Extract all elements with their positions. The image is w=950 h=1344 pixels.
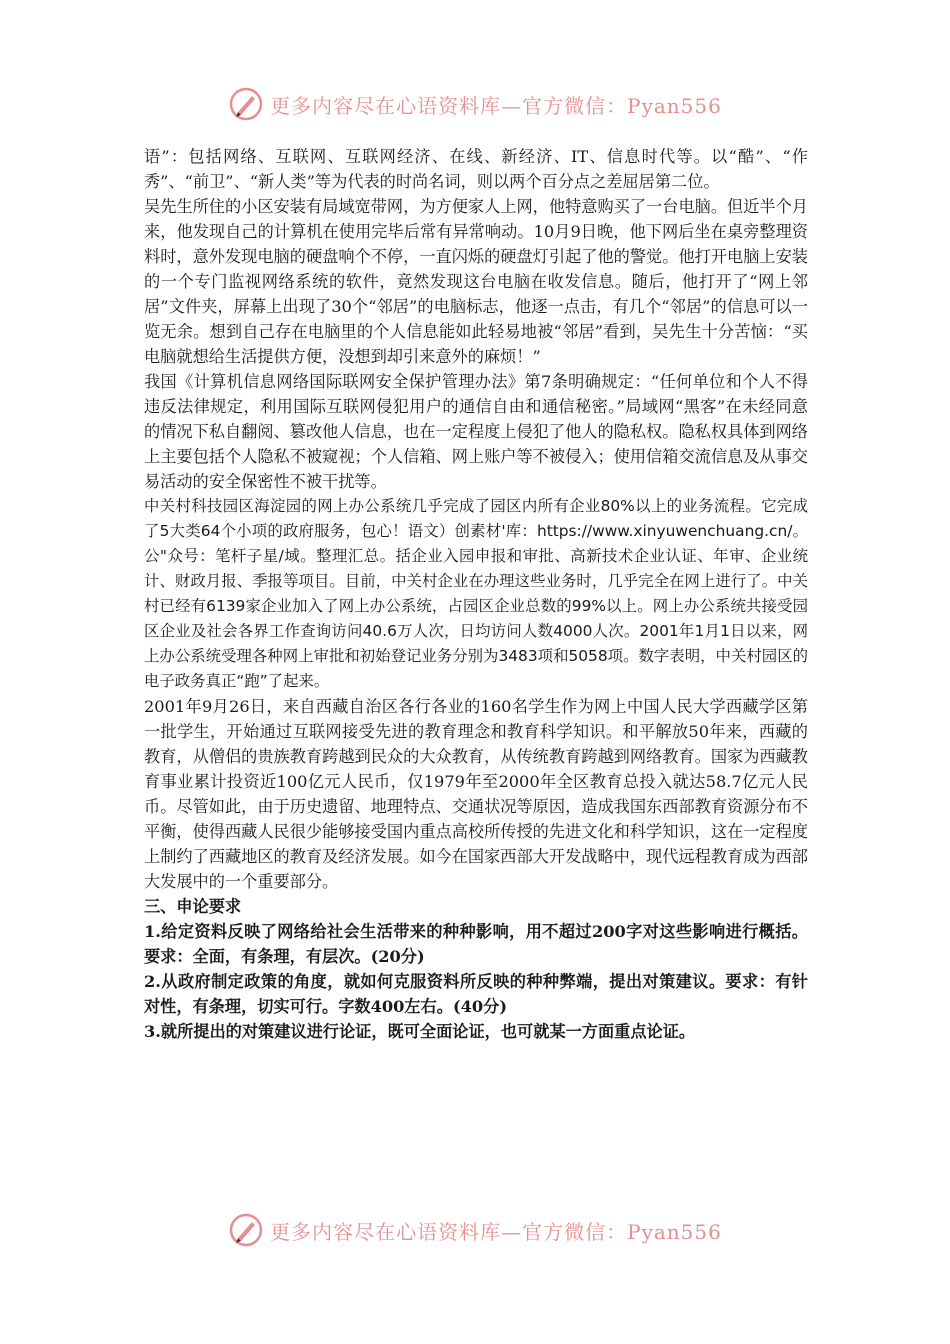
section-heading-requirements: 三、申论要求: [144, 897, 242, 916]
footer-banner: [0, 1206, 950, 1254]
pen-logo-icon: [228, 1212, 264, 1248]
question-2: 2.从政府制定政策的角度，就如何克服资料所反映的种种弊端，提出对策建议。要求：有针对性，有条理，切实可行。字数400左右。(40分): [144, 972, 808, 1016]
header-banner-inner: [228, 86, 722, 122]
paragraph-privacy-law: 我国《计算机信息网络国际联网安全保护管理办法》第7条明确规定：“任何单位和个人不得违反法律规定，利用国际互联网侵犯用户的通信自由和通信秘密。”局域网“黑客”在未经同意的情况下私自翻阅、篡改他人信息，也在一定程度上侵犯了他人的隐私权。隐私权具体到网络上主要包括个人隐私不被窥视；个人信箱、网上账户等不被侵入；使用信箱交流信息及从事交易活动的安全保密性不被干扰等。: [144, 372, 808, 491]
paragraph-zhongguancun: 中关村科技园区海淀园的网上办公系统几乎完成了园区内所有企业80%以上的业务流程。它完成了5大类64个小项的政府服务，包心！语文）创素材'库：https://www.xinyuwenchuang.cn/。公"众号：笔杆子星/域。整理汇总。括企业入园申报和审批、高新技术企业认证、年审、企业统计、财政月报、季报等项目。目前，中关村企业在办理这些业务时，几乎完全在网上进行了。中关村已经有6139家企业加入了网上办公系统，占园区企业总数的99%以上。网上办公系统共接受园区企业及社会各界工作查询访问40.6万人次，日均访问人数4000人次。2001年1月1日以来，网上办公系统受理各种网上审批和初始登记业务分别为3483项和5058项。数字表明，中关村园区的电子政务真正“跑”了起来。: [144, 497, 808, 690]
paragraph-tibet-education: 2001年9月26日，来自西藏自治区各行各业的160名学生作为网上中国人民大学西藏学区第一批学生，开始通过互联网接受先进的教育理念和教育科学知识。和平解放50年来，西藏的教育，从僧侣的贵族教育跨越到民众的大众教育，从传统教育跨越到网络教育。国家为西藏教育事业累计投资近100亿元人民币，仅1979年至2000年全区教育总投入就达58.7亿元人民币。尽管如此，由于历史遗留、地理特点、交通状况等原因，造成我国东西部教育资源分布不平衡，使得西藏人民很少能够接受国内重点高校所传授的先进文化和科学知识，这在一定程度上制约了西藏地区的教育及经济发展。如今在国家西部大开发战略中，现代远程教育成为西部大发展中的一个重要部分。: [144, 697, 808, 891]
pen-logo-icon: [228, 86, 264, 122]
question-3: 3.就所提出的对策建议进行论证，既可全面论证，也可就某一方面重点论证。: [144, 1022, 696, 1041]
footer-banner-inner: [228, 1212, 722, 1248]
question-1: 1.给定资料反映了网络给社会生活带来的种种影响，用不超过200字对这些影响进行概括。要求：全面，有条理，有层次。(20分): [144, 922, 808, 966]
paragraph-intro-continuation: 语”：包括网络、互联网、互联网经济、在线、新经济、IT、信息时代等。以“酷”、“作秀”、“前卫”、“新人类”等为代表的时尚名词，则以两个百分点之差屈居第二位。: [144, 147, 808, 191]
footer-banner-text: 更多内容尽在心语资料库—官方微信：Pyan556: [270, 1219, 722, 1244]
document-body: [144, 144, 808, 1044]
header-banner-text: 更多内容尽在心语资料库—官方微信：Pyan556: [270, 93, 722, 118]
paragraph-mr-wu-case: 吴先生所住的小区安装有局域宽带网，为方便家人上网，他特意购买了一台电脑。但近半个月来，他发现自己的计算机在使用完毕后常有异常响动。10月9日晚，他下网后坐在桌旁整理资料时，意外发现电脑的硬盘响个不停，一直闪烁的硬盘灯引起了他的警觉。他打开电脑上安装的一个专门监视网络系统的软件，竟然发现这台电脑在收发信息。随后，他打开了“网上邻居”文件夹，屏幕上出现了30个“邻居”的电脑标志，他逐一点击，有几个“邻居”的信息可以一览无余。想到自己存在电脑里的个人信息能如此轻易地被“邻居”看到，吴先生十分苦恼：“买电脑就想给生活提供方便，没想到却引来意外的麻烦！”: [144, 197, 808, 366]
header-banner: [0, 80, 950, 128]
